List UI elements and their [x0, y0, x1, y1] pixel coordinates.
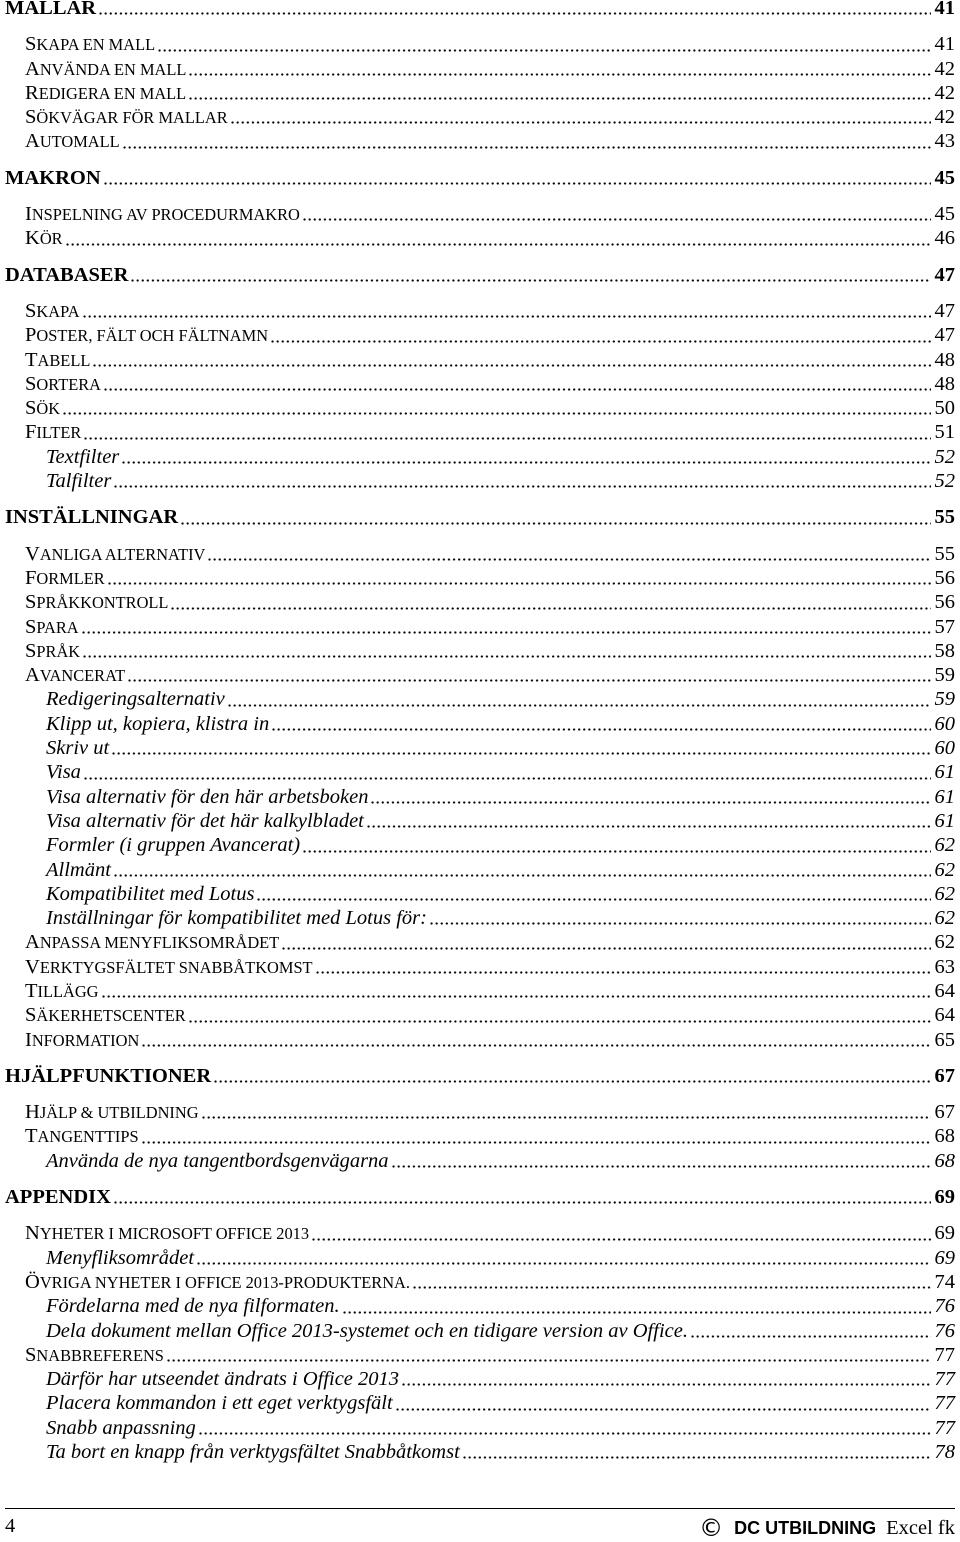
dot-leader [270, 323, 930, 347]
dot-leader [370, 785, 930, 809]
dot-leader [342, 1294, 931, 1318]
dot-leader [395, 1391, 931, 1415]
toc-entry-title: HJÄLPFUNKTIONER [5, 1064, 212, 1087]
toc-entry-title: APPENDIX [5, 1186, 111, 1209]
toc-entry [5, 590, 955, 614]
toc-entry-page-number: 42 [934, 81, 955, 104]
toc-entry [5, 226, 955, 250]
toc-entry [5, 166, 955, 190]
toc-entry-title: SPRÅKKONTROLL [25, 591, 169, 614]
toc-entry-page-number: 59 [934, 688, 955, 711]
toc-entry [5, 1294, 955, 1318]
toc-entry-title: Allmänt [46, 858, 111, 881]
toc-entry-page-number: 56 [934, 591, 955, 614]
toc-entry-page-number: 48 [934, 372, 955, 395]
toc-entry-title: FILTER [25, 421, 82, 444]
toc-entry [5, 505, 955, 529]
dot-leader [81, 615, 931, 639]
toc-entry-title: TANGENTTIPS [25, 1125, 139, 1148]
toc-entry-page-number: 57 [934, 615, 955, 638]
toc-entry-page-number: 58 [934, 639, 955, 662]
toc-entry-page-number: 60 [934, 737, 955, 760]
toc-entry [5, 930, 955, 954]
toc-entry-title: Placera kommandon i ett eget verktygsfält [46, 1392, 393, 1415]
toc-entry-title: MALLAR [5, 0, 97, 19]
toc-entry [5, 323, 955, 347]
toc-entry-page-number: 45 [934, 166, 955, 189]
toc-entry [5, 1003, 955, 1027]
toc-entry [5, 809, 955, 833]
toc-entry-title: Menyfliksområdet [46, 1246, 195, 1269]
toc-entry [5, 1221, 955, 1245]
toc-entry-title: Klipp ut, kopiera, klistra in [46, 712, 270, 735]
toc-entry-title: Snabb anpassning [46, 1416, 196, 1439]
toc-entry-page-number: 47 [934, 263, 955, 286]
toc-entry [5, 639, 955, 663]
toc-entry [5, 32, 955, 56]
toc-entry-title: Visa alternativ för det här kalkylbladet [46, 809, 364, 832]
toc-entry-title: FORMLER [25, 566, 105, 589]
dot-leader [462, 1440, 931, 1464]
toc-entry-title: Visa [46, 761, 81, 784]
toc-entry-page-number: 76 [934, 1295, 955, 1318]
toc-entry-title: SORTERA [25, 372, 101, 395]
toc-entry [5, 1246, 955, 1270]
toc-entry [5, 979, 955, 1003]
dot-leader [429, 906, 931, 930]
toc-entry [5, 202, 955, 226]
toc-entry-title: SÖKVÄGAR FÖR MALLAR [25, 106, 228, 129]
toc-entry [5, 1124, 955, 1148]
toc-entry-title: NYHETER I MICROSOFT OFFICE 2013 [25, 1222, 310, 1245]
toc-entry-page-number: 78 [934, 1441, 955, 1464]
toc-entry-page-number: 64 [934, 979, 955, 1002]
dot-leader [92, 348, 930, 372]
toc-entry [5, 566, 955, 590]
dot-leader [401, 1367, 930, 1391]
toc-entry-title: ÖVRIGA NYHETER I OFFICE 2013-PRODUKTERNA. [25, 1270, 410, 1293]
dot-leader [166, 1343, 931, 1367]
dot-leader [141, 1028, 930, 1052]
toc-entry-title: SPRÅK [25, 639, 81, 662]
toc-entry-page-number: 62 [934, 907, 955, 930]
dot-leader [180, 505, 930, 529]
dot-leader [315, 955, 931, 979]
toc-entry-page-number: 74 [934, 1270, 955, 1293]
toc-entry-title: Kompatibilitet med Lotus [46, 882, 255, 905]
toc-entry [5, 1343, 955, 1367]
toc-entry-title: ANVÄNDA EN MALL [25, 57, 187, 80]
toc-entry [5, 882, 955, 906]
dot-leader [82, 639, 930, 663]
toc-entry-page-number: 62 [934, 882, 955, 905]
toc-entry-page-number: 65 [934, 1028, 955, 1051]
toc-entry-title: Använda de nya tangentbordsgenvägarna [46, 1149, 389, 1172]
toc-entry [5, 372, 955, 396]
dot-leader [188, 1003, 931, 1027]
dot-leader [83, 420, 930, 444]
dot-leader [103, 372, 931, 396]
toc-entry-page-number: 69 [934, 1246, 955, 1269]
dot-leader [130, 263, 930, 287]
toc-entry-page-number: 46 [934, 227, 955, 250]
toc-entry-title: INSPELNING AV PROCEDURMAKRO [25, 203, 300, 226]
dot-leader [196, 1246, 930, 1270]
toc-entry-title: SKAPA [25, 299, 80, 322]
dot-leader [302, 202, 931, 226]
toc-entry-page-number: 51 [934, 421, 955, 444]
toc-entry-title: Redigeringsalternativ [46, 688, 225, 711]
toc-entry [5, 57, 955, 81]
toc-entry [5, 663, 955, 687]
toc-entry-title: VERKTYGSFÄLTET SNABBÅTKOMST [25, 955, 313, 978]
toc-entry [5, 1440, 955, 1464]
dot-leader [188, 57, 930, 81]
toc-entry-page-number: 61 [934, 809, 955, 832]
toc-entry [5, 687, 955, 711]
toc-entry [5, 906, 955, 930]
toc-entry-page-number: 43 [934, 130, 955, 153]
toc-entry [5, 1028, 955, 1052]
toc-entry-title: Inställningar för kompatibilitet med Lotus för: [46, 907, 427, 930]
dot-leader [227, 687, 931, 711]
toc-entry-page-number: 62 [934, 931, 955, 954]
toc-entry [5, 615, 955, 639]
dot-leader [103, 166, 931, 190]
toc-entry-page-number: 62 [934, 858, 955, 881]
toc-entry-page-number: 63 [934, 955, 955, 978]
toc-entry-page-number: 47 [934, 324, 955, 347]
toc-entry [5, 1185, 955, 1209]
dot-leader [101, 979, 931, 1003]
dot-leader [83, 760, 931, 784]
toc-entry-title: Textfilter [46, 445, 120, 468]
toc-entry-page-number: 60 [934, 712, 955, 735]
dot-leader [107, 566, 931, 590]
footer-page-number: 4 [5, 1515, 16, 1537]
footer-company: DC UTBILDNING [734, 1518, 877, 1538]
toc-entry [5, 129, 955, 153]
toc-entry-title: SÖK [25, 397, 61, 420]
toc-entry-page-number: 52 [934, 470, 955, 493]
dot-leader [98, 0, 930, 20]
toc-entry [5, 1367, 955, 1391]
dot-leader [690, 1319, 931, 1343]
toc-entry-title: TILLÄGG [25, 979, 99, 1002]
toc-entry-title: DATABASER [5, 263, 129, 286]
toc-entry-title: SNABBREFERENS [25, 1343, 164, 1366]
dot-leader [113, 1185, 931, 1209]
toc-entry [5, 81, 955, 105]
toc-entry-title: Dela dokument mellan Office 2013-systemet och en tidigare version av Office. [46, 1319, 688, 1342]
toc-entry-page-number: 41 [934, 0, 955, 19]
dot-leader [127, 663, 930, 687]
dot-leader [188, 81, 930, 105]
toc-entry [5, 469, 955, 493]
toc-entry-title: Fördelarna med de nya filformaten. [46, 1295, 340, 1318]
dot-leader [62, 396, 930, 420]
dot-leader [366, 809, 931, 833]
toc-entry [5, 348, 955, 372]
toc-entry-page-number: 50 [934, 397, 955, 420]
toc-entry-page-number: 55 [934, 542, 955, 565]
toc-entry-page-number: 77 [934, 1416, 955, 1439]
dot-leader [213, 1064, 930, 1088]
toc-entry [5, 736, 955, 760]
dot-leader [198, 1416, 931, 1440]
toc-entry [5, 445, 955, 469]
toc-entry-title: Formler (i gruppen Avancerat) [46, 834, 301, 857]
toc-entry-page-number: 59 [934, 664, 955, 687]
toc-entry [5, 760, 955, 784]
toc-entry [5, 1319, 955, 1343]
dot-leader [141, 1124, 931, 1148]
dot-leader [121, 445, 930, 469]
toc-entry-page-number: 69 [934, 1222, 955, 1245]
toc-entry [5, 785, 955, 809]
dot-leader [201, 1100, 931, 1124]
dot-leader [302, 833, 930, 857]
toc-entry-title: KÖR [25, 227, 63, 250]
dot-leader [256, 882, 930, 906]
toc-entry [5, 1270, 955, 1294]
dot-leader [412, 1270, 931, 1294]
toc-entry-title: Visa alternativ för den här arbetsboken [46, 785, 369, 808]
toc-entry-title: INSTÄLLNINGAR [5, 506, 179, 529]
dot-leader [157, 32, 930, 56]
toc-entry-title: AUTOMALL [25, 130, 120, 153]
toc-entry [5, 420, 955, 444]
dot-leader [65, 226, 931, 250]
toc-entry-title: SPARA [25, 615, 79, 638]
footer-course: Excel fk [886, 1517, 955, 1539]
dot-leader [122, 129, 931, 153]
dot-leader [111, 736, 930, 760]
toc-entry-title: TABELL [25, 348, 91, 371]
toc-entry [5, 105, 955, 129]
toc-entry-page-number: 52 [934, 445, 955, 468]
toc-entry-page-number: 77 [934, 1368, 955, 1391]
toc-entry-page-number: 68 [934, 1125, 955, 1148]
toc-entry [5, 542, 955, 566]
dot-leader [82, 299, 931, 323]
dot-leader [113, 469, 930, 493]
toc-entry-page-number: 41 [934, 33, 955, 56]
toc-entry [5, 712, 955, 736]
toc-entry [5, 1416, 955, 1440]
footer-divider [5, 1508, 955, 1509]
toc-entry-page-number: 45 [934, 203, 955, 226]
toc-entry-page-number: 61 [934, 785, 955, 808]
toc-entry-title: VANLIGA ALTERNATIV [25, 542, 206, 565]
dot-leader [281, 930, 930, 954]
dot-leader [391, 1149, 931, 1173]
toc-entry [5, 955, 955, 979]
toc-entry-page-number: 67 [934, 1064, 955, 1087]
toc-entry-page-number: 76 [934, 1319, 955, 1342]
toc-entry-title: ANPASSA MENYFLIKSOMRÅDET [25, 931, 280, 954]
dot-leader [230, 105, 931, 129]
dot-leader [207, 542, 930, 566]
toc-entry-title: REDIGERA EN MALL [25, 81, 187, 104]
toc-entry-title: Därför har utseendet ändrats i Office 2013 [46, 1368, 400, 1391]
toc-entry-title: INFORMATION [25, 1028, 140, 1051]
toc-entry-title: MAKRON [5, 166, 101, 189]
toc-entry-title: Ta bort en knapp från verktygsfältet Snabbåtkomst [46, 1441, 460, 1464]
dot-leader [113, 858, 931, 882]
toc-entry-title: Talfilter [46, 470, 112, 493]
footer-brand [699, 1514, 955, 1542]
toc-entry [5, 396, 955, 420]
toc-entry-title: Skriv ut [46, 737, 110, 760]
toc-entry-page-number: 42 [934, 106, 955, 129]
toc-entry [5, 0, 955, 20]
toc-entry-page-number: 69 [934, 1186, 955, 1209]
toc-entry [5, 263, 955, 287]
toc-entry-title: SKAPA EN MALL [25, 33, 156, 56]
table-of-contents [5, 0, 955, 1464]
toc-entry-title: HJÄLP & UTBILDNING [25, 1101, 199, 1124]
copyright-icon: © [699, 1514, 724, 1542]
toc-entry-page-number: 77 [934, 1392, 955, 1415]
toc-entry [5, 1064, 955, 1088]
toc-entry-title: POSTER, FÄLT OCH FÄLTNAMN [25, 324, 269, 347]
toc-entry [5, 1100, 955, 1124]
dot-leader [311, 1221, 930, 1245]
toc-entry-title: AVANCERAT [25, 664, 126, 687]
toc-entry-page-number: 56 [934, 566, 955, 589]
toc-entry [5, 1149, 955, 1173]
toc-entry-page-number: 64 [934, 1004, 955, 1027]
toc-entry-page-number: 68 [934, 1149, 955, 1172]
toc-entry-title: SÄKERHETSCENTER [25, 1004, 186, 1027]
toc-entry-page-number: 62 [934, 834, 955, 857]
toc-entry [5, 833, 955, 857]
dot-leader [271, 712, 930, 736]
toc-entry-page-number: 47 [934, 299, 955, 322]
toc-entry [5, 299, 955, 323]
toc-entry-page-number: 55 [934, 506, 955, 529]
toc-entry-page-number: 42 [934, 57, 955, 80]
dot-leader [170, 590, 930, 614]
toc-entry-page-number: 61 [934, 761, 955, 784]
toc-entry-page-number: 67 [934, 1101, 955, 1124]
toc-entry [5, 1391, 955, 1415]
toc-entry-page-number: 48 [934, 348, 955, 371]
toc-entry-page-number: 77 [934, 1343, 955, 1366]
toc-entry [5, 858, 955, 882]
